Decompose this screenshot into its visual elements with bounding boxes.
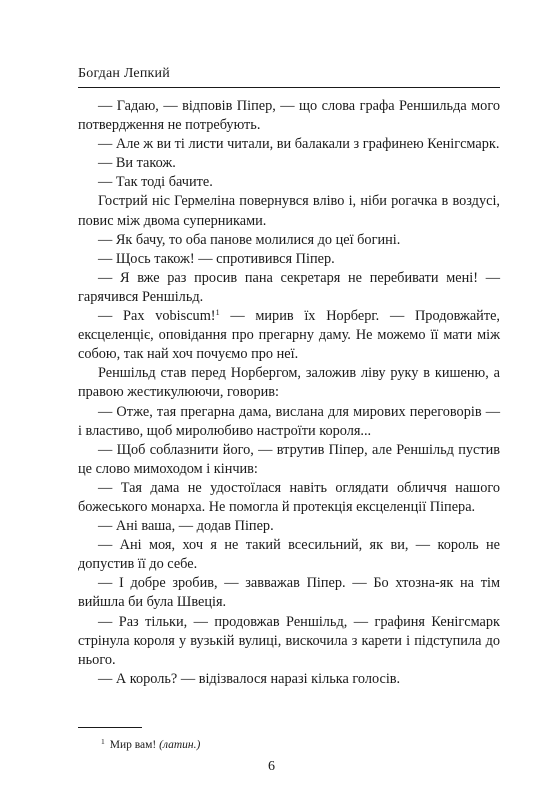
paragraph: — Гадаю, — відповів Піпер, — що слова графа Реншильда мого потвердження не потребують. <box>78 98 500 134</box>
paragraph: — А король? — відізвалося наразі кілька голосів. <box>98 670 401 687</box>
footnote-rule <box>78 727 142 728</box>
paragraph: — Тая дама не удостоїлася навіть оглядати обличчя нашого божеського монарха. Не помогла й протекція ексцеленції Піпера. <box>78 479 500 515</box>
footnote-text: Мир вам! <box>109 739 157 751</box>
paragraph: — Отже, тая прегарна дама, вислана для мирових переговорів — і властиво, щоб миролюбиво настроїти короля... <box>78 403 500 439</box>
paragraph-text: — Pax vobiscum! <box>98 308 216 325</box>
paragraph: — Але ж ви ті листи читали, ви балакали з графинею Кенігсмарк. <box>98 136 500 153</box>
paragraph-with-note <box>78 307 500 364</box>
paragraph: — Так тоді бачите. <box>98 174 213 191</box>
footnote-reference[interactable]: 1 <box>215 308 220 318</box>
page-number: 6 <box>268 759 275 774</box>
running-head: Богдан Лепкий <box>78 66 170 81</box>
paragraph: — Щось також! — спротивився Піпер. <box>98 250 335 267</box>
paragraph-text: — мирив їх Норберг. — Продовжайте, ексцеленціє, оповідання про прегарну даму. Не можемо її мати між собою, так най хоч почуємо про неї. <box>78 308 500 363</box>
paragraph: — Ані моя, хоч я не такий всесильний, як ви, — король не допустив її до себе. <box>78 537 500 573</box>
paragraph: — Ви також. <box>98 155 176 172</box>
body-text <box>78 97 500 689</box>
footnote <box>101 735 200 752</box>
paragraph: Реншільд став перед Норбергом, заложив ліву руку в кишеню, а правою жестикулюючи, говорив: <box>78 365 500 401</box>
paragraph: — Як бачу, то оба панове молилися до цеї богині. <box>98 231 401 248</box>
paragraph: — Раз тільки, — продовжав Реншільд, — графиня Кенігсмарк стрінула короля у вузькій вулиці, вискочила з карети і підступила до нього. <box>78 613 500 668</box>
paragraph: Гострий ніс Гермеліна повернувся вліво і, ніби рогачка в воздусі, повис між двома суперниками. <box>78 193 500 229</box>
paragraph: — Ані ваша, — додав Піпер. <box>98 518 274 535</box>
paragraph: — Я вже раз просив пана секретаря не перебивати мені! — гарячився Реншільд. <box>78 269 500 305</box>
footnote-language: (латин.) <box>159 739 201 751</box>
header-rule <box>78 87 500 88</box>
paragraph: — Щоб соблазнити його, — втрутив Піпер, але Реншільд пустив це слово мимоходом і кінчив: <box>78 441 500 477</box>
paragraph: — І добре зробив, — завважав Піпер. — Бо хтозна-як на тім вийшла би була Швеція. <box>78 575 500 611</box>
footnote-mark: 1 <box>101 737 105 746</box>
